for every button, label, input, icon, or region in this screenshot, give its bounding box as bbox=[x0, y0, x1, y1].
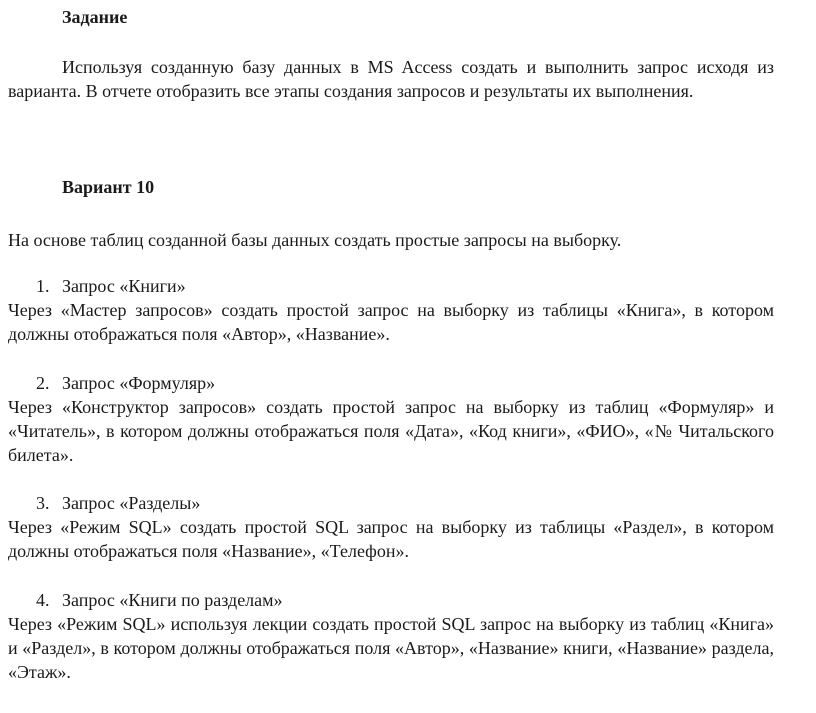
list-item-number: 1. bbox=[36, 276, 50, 296]
list-item-title: Запрос «Формуляр» bbox=[62, 373, 216, 393]
list-item-title: Запрос «Книги» bbox=[62, 276, 186, 296]
task-heading: Задание bbox=[62, 7, 128, 27]
list-item bbox=[8, 274, 774, 346]
list-item bbox=[8, 371, 774, 467]
list-item-body: Через «Режим SQL» создать простой SQL запрос на выборку из таблицы «Раздел», в котором должны отображаться поля «Название», «Телефон». bbox=[8, 517, 774, 561]
list-item-number: 4. bbox=[36, 590, 50, 610]
list-item-title: Запрос «Разделы» bbox=[62, 493, 201, 513]
list-item-body: Через «Мастер запросов» создать простой запрос на выборку из таблицы «Книга», в котором должны отображаться поля «Автор», «Название». bbox=[8, 300, 774, 344]
list-item-body: Через «Конструктор запросов» создать простой запрос на выборку из таблиц «Формуляр» и «Читатель», в котором должны отображаться поля «Дата», «Код книги», «ФИО», «№ Читальского билета». bbox=[8, 397, 774, 465]
list-item bbox=[8, 588, 774, 684]
list-item-number: 3. bbox=[36, 493, 50, 513]
list-item bbox=[8, 491, 774, 563]
list-item-title: Запрос «Книги по разделам» bbox=[62, 590, 283, 610]
task-text: Используя созданную базу данных в MS Access создать и выполнить запрос исходя из варианта. В отчете отобразить все этапы создания запросов и результаты их выполнения. bbox=[8, 57, 774, 101]
list-item-body: Через «Режим SQL» используя лекции создать простой SQL запрос на выборку из таблиц «Книга» и «Раздел», в котором должны отображаться поля «Автор», «Название» книги, «Название» раздела, «Этаж». bbox=[8, 614, 774, 682]
list-item-number: 2. bbox=[36, 373, 50, 393]
variant-intro: На основе таблиц созданной базы данных создать простые запросы на выборку. bbox=[8, 230, 622, 250]
variant-heading: Вариант 10 bbox=[62, 177, 155, 197]
